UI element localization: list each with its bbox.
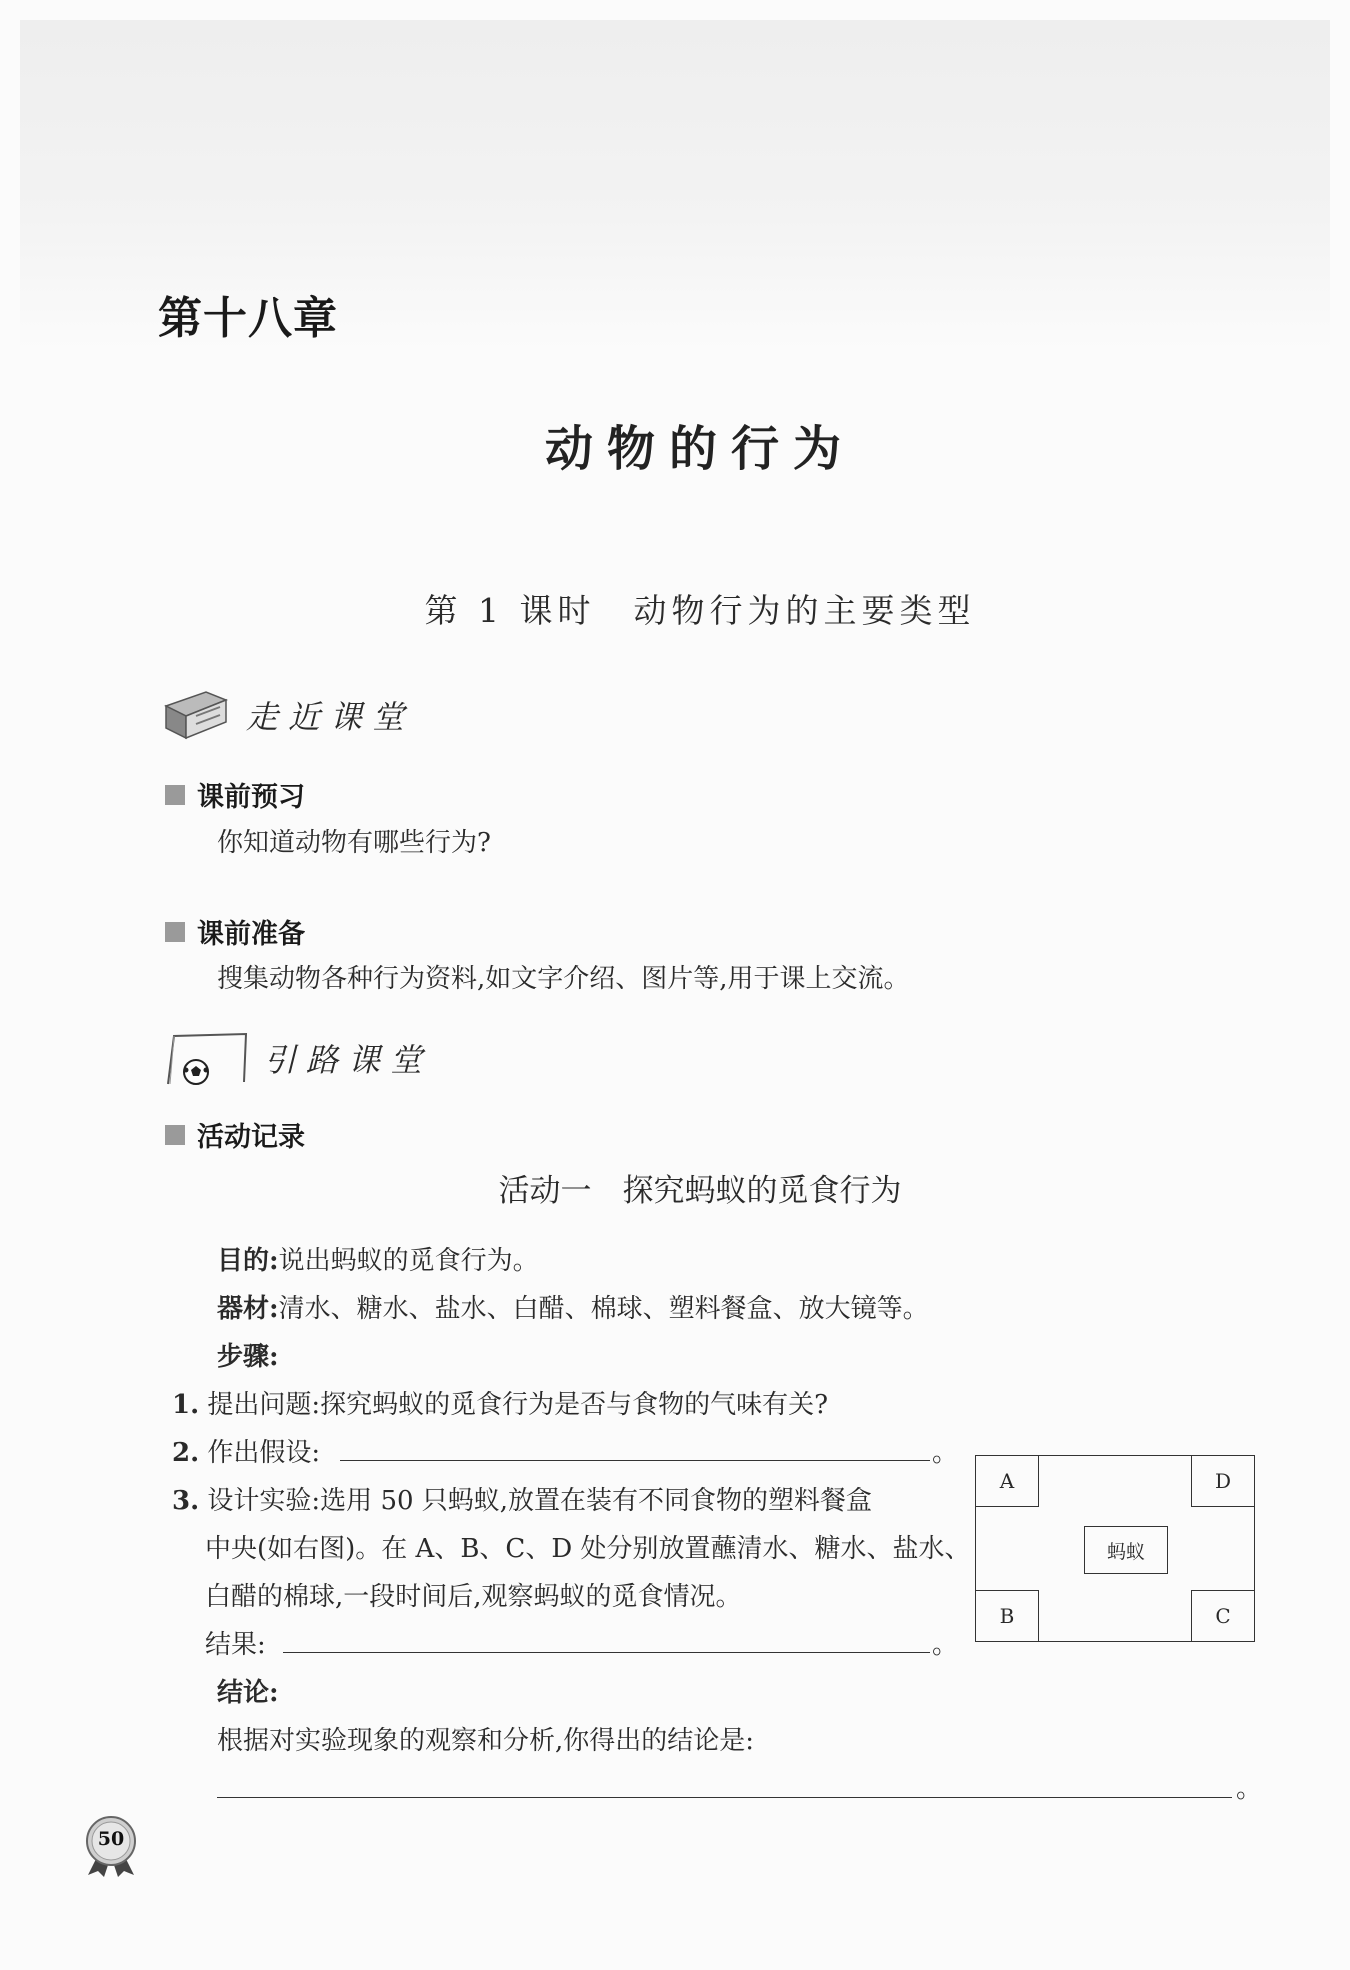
banner-classroom-approach xyxy=(160,685,414,745)
banner-label: 走近课堂 xyxy=(246,698,415,736)
materials-row xyxy=(217,1288,929,1325)
ant-center-box: 蚂蚁 xyxy=(1084,1526,1168,1574)
result-label: 结果: xyxy=(205,1630,266,1660)
corner-b: B xyxy=(975,1590,1039,1642)
hypothesis-blank[interactable] xyxy=(340,1460,930,1461)
conclusion-blank[interactable] xyxy=(217,1797,1232,1798)
period-mark: 。 xyxy=(932,1438,959,1468)
step-number: 2. xyxy=(172,1438,200,1468)
step-3-line-3: 白醋的棉球,一段时间后,观察蚂蚁的觅食情况。 xyxy=(205,1582,742,1612)
period-mark: 。 xyxy=(932,1630,959,1660)
step-number: 3. xyxy=(172,1486,200,1516)
step-2 xyxy=(172,1432,320,1469)
square-bullet-icon xyxy=(165,785,185,805)
activity-record-heading xyxy=(165,1115,305,1154)
steps-label: 步骤: xyxy=(217,1342,279,1372)
materials-label: 器材: xyxy=(217,1294,279,1324)
lesson-title: 第 1 课时 动物行为的主要类型 xyxy=(424,591,976,630)
purpose-text: 说出蚂蚁的觅食行为。 xyxy=(278,1246,539,1276)
purpose-label: 目的: xyxy=(217,1246,279,1276)
step-1 xyxy=(172,1384,828,1421)
chapter-label: 第十八章 xyxy=(158,293,338,344)
step-3 xyxy=(172,1480,872,1517)
preparation-heading xyxy=(165,912,305,951)
soccer-goal-icon xyxy=(160,1028,250,1088)
preparation-text: 搜集动物各种行为资料,如文字介绍、图片等,用于课上交流。 xyxy=(217,964,910,994)
step-3-line-2: 中央(如右图)。在 A、B、C、D 处分别放置蘸清水、糖水、盐水、 xyxy=(205,1534,971,1564)
activity-title: 活动一 探究蚂蚁的觅食行为 xyxy=(498,1173,902,1209)
corner-c: C xyxy=(1191,1590,1255,1642)
unit-title: 动物的行为 xyxy=(544,421,855,477)
materials-text: 清水、糖水、盐水、白醋、棉球、塑料餐盒、放大镜等。 xyxy=(278,1294,929,1324)
preview-text: 你知道动物有哪些行为? xyxy=(217,828,491,858)
banner-guided-classroom xyxy=(160,1028,432,1088)
page-number: 50 xyxy=(97,1828,125,1850)
step-text: 设计实验:选用 50 只蚂蚁,放置在装有不同食物的塑料餐盒 xyxy=(207,1486,873,1516)
corner-a: A xyxy=(975,1455,1039,1507)
conclusion-prompt: 根据对实验现象的观察和分析,你得出的结论是: xyxy=(217,1726,755,1756)
step-text: 提出问题:探究蚂蚁的觅食行为是否与食物的气味有关? xyxy=(207,1390,829,1420)
square-bullet-icon xyxy=(165,1125,185,1145)
step-number: 1. xyxy=(172,1390,200,1420)
corner-d: D xyxy=(1191,1455,1255,1507)
purpose-row xyxy=(217,1240,539,1277)
preview-heading xyxy=(165,775,305,814)
conclusion-label: 结论: xyxy=(217,1678,279,1708)
section-heading: 活动记录 xyxy=(197,1122,305,1153)
section-heading: 课前准备 xyxy=(197,919,305,950)
period-mark: 。 xyxy=(1236,1774,1263,1804)
banner-label: 引路课堂 xyxy=(264,1041,433,1079)
square-bullet-icon xyxy=(165,922,185,942)
step-text: 作出假设: xyxy=(207,1438,321,1468)
section-heading: 课前预习 xyxy=(197,782,305,813)
ant-box-diagram xyxy=(975,1455,1255,1642)
book-stack-icon xyxy=(160,686,232,744)
result-blank[interactable] xyxy=(283,1652,930,1653)
